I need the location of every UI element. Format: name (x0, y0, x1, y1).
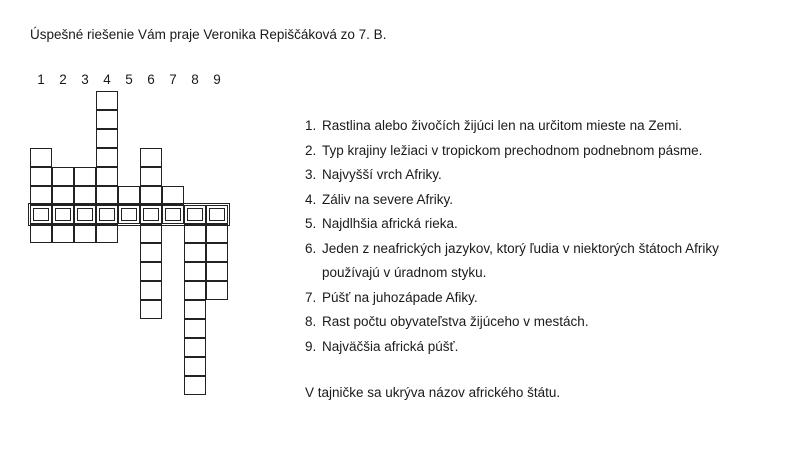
clue-item (305, 139, 719, 164)
crossword-cell (96, 186, 118, 205)
crossword-cell (52, 224, 74, 243)
secret-cell (74, 205, 96, 224)
secret-cell (30, 205, 52, 224)
crossword-cell (96, 129, 118, 148)
crossword-cell (140, 243, 162, 262)
clue-item (305, 114, 719, 139)
crossword-cell (206, 224, 228, 243)
column-number: 1 (37, 72, 45, 87)
crossword-cell (74, 224, 96, 243)
secret-cell (184, 205, 206, 224)
secret-cell (140, 205, 162, 224)
crossword-cell (96, 148, 118, 167)
crossword-cell (184, 357, 206, 376)
clue-text: Najdlhšia africká rieka. (322, 216, 458, 231)
clue-list (305, 114, 719, 359)
column-number: 4 (103, 72, 111, 87)
clue-number: 8. (305, 314, 317, 329)
clue-item (305, 310, 719, 335)
crossword-cell (96, 91, 118, 110)
crossword-cell (140, 300, 162, 319)
column-number: 5 (125, 72, 133, 87)
crossword-cell (96, 110, 118, 129)
secret-cell (52, 205, 74, 224)
clue-item (305, 286, 719, 311)
clue-number: 2. (305, 142, 317, 158)
column-numbers (0, 72, 240, 88)
column-number: 8 (191, 72, 199, 87)
clue-number: 6. (305, 240, 317, 256)
crossword-cell (30, 148, 52, 167)
clue-text: Rastlina alebo živočích žijúci len na určitom mieste na Zemi. (322, 118, 683, 133)
crossword-cell (52, 186, 74, 205)
crossword-cell (162, 186, 184, 205)
clue-item (305, 237, 719, 262)
clue-text: Najväčšia africká púšť. (322, 338, 459, 354)
crossword-cell (184, 224, 206, 243)
secret-cell (162, 205, 184, 224)
clue-item (305, 163, 719, 188)
secret-cell (118, 205, 140, 224)
clue-item (305, 188, 719, 213)
crossword-cell (184, 319, 206, 338)
crossword-cell (206, 262, 228, 281)
column-number: 7 (169, 72, 177, 87)
clue-text: Typ krajiny ležiaci v tropickom prechodnom podnebnom pásme. (322, 142, 703, 158)
crossword-cell (184, 300, 206, 319)
crossword-cell (206, 281, 228, 300)
intro-text: Úspešné riešenie Vám praje Veronika Repiščáková zo 7. B. (30, 27, 387, 42)
clue-text: Rast počtu obyvateľstva žijúceho v mestách. (322, 314, 589, 329)
crossword-cell (30, 167, 52, 186)
crossword-cell (184, 376, 206, 395)
clue-text: Jeden z neafrických jazykov, ktorý ľudia v niektorých štátoch Afriky (322, 240, 719, 256)
crossword-cell (140, 148, 162, 167)
crossword-cell (140, 167, 162, 186)
clue-number: 7. (305, 289, 317, 305)
crossword-cell (206, 243, 228, 262)
column-number: 3 (81, 72, 89, 87)
crossword-cell (140, 224, 162, 243)
crossword-cell (74, 167, 96, 186)
clue-number: 1. (305, 118, 317, 133)
crossword-cell (140, 186, 162, 205)
crossword-cell (184, 243, 206, 262)
crossword-cell (184, 262, 206, 281)
secret-cell (96, 205, 118, 224)
clue-text: používajú v úradnom styku. (322, 265, 487, 280)
crossword-cell (96, 167, 118, 186)
column-number: 9 (213, 72, 221, 87)
clue-number: 9. (305, 338, 317, 354)
clue-text: Púšť na juhozápade Afiky. (322, 289, 478, 305)
clue-number: 5. (305, 216, 317, 231)
clue-text: Záliv na severe Afriky. (322, 191, 454, 207)
column-number: 6 (147, 72, 155, 87)
crossword-cell (184, 338, 206, 357)
crossword-cell (96, 224, 118, 243)
clue-text: Najvyšší vrch Afriky. (322, 167, 442, 182)
footer-note: V tajničke sa ukrýva názov afrického štátu. (305, 385, 561, 400)
crossword-cell (30, 186, 52, 205)
clue-number: 3. (305, 167, 317, 182)
clue-item (305, 212, 719, 237)
crossword-cell (140, 262, 162, 281)
crossword-cell (52, 167, 74, 186)
crossword-cell (184, 281, 206, 300)
crossword-cell (140, 281, 162, 300)
crossword-cell (30, 224, 52, 243)
clue-item-continuation (305, 261, 719, 286)
crossword-cell (118, 186, 140, 205)
column-number: 2 (59, 72, 67, 87)
clue-item (305, 335, 719, 360)
secret-cell (206, 205, 228, 224)
clue-number: 4. (305, 191, 317, 207)
crossword-cell (74, 186, 96, 205)
